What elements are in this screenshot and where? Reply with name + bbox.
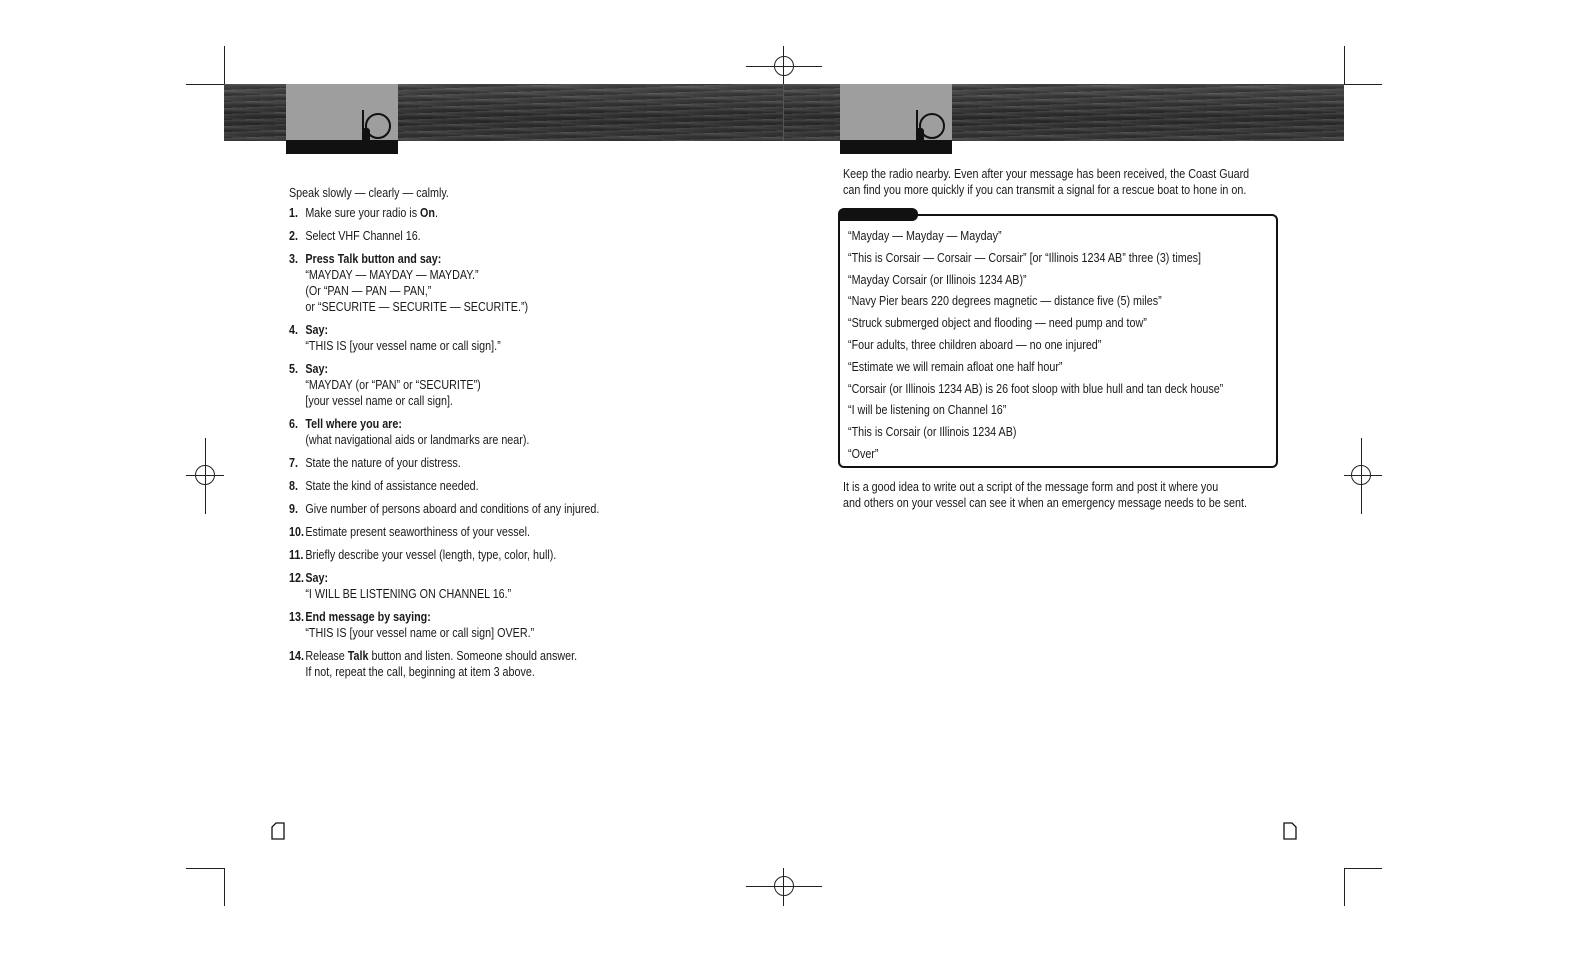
list-item: 9. Give number of persons aboard and conditions of any injured. (289, 502, 600, 516)
list-item: 12. Say: “I WILL BE LISTENING ON CHANNEL 16.” (289, 571, 512, 601)
list-item: 6. Tell where you are: (what navigational aids or landmarks are near). (289, 417, 530, 447)
script-line: “Estimate we will remain afloat one half hour” (848, 359, 1063, 374)
list-item: 8. State the kind of assistance needed. (289, 479, 479, 493)
list-item: 7. State the nature of your distress. (289, 456, 461, 470)
distress-steps-list (289, 205, 599, 687)
left-intro: Speak slowly — clearly — calmly. (289, 186, 449, 200)
right-outro: It is a good idea to write out a script of the message form and post it where you and others on your vessel can see it when an emergency message needs to be sent. (843, 480, 1247, 510)
list-item: 14. Release Talk button and listen. Someone should answer. If not, repeat the call, beginning at item 3 above. (289, 649, 578, 679)
script-line: “Corsair (or Illinois 1234 AB) is 26 foot sloop with blue hull and tan deck house” (848, 381, 1224, 396)
script-lines (848, 228, 1223, 468)
script-line: “Four adults, three children aboard — no one injured” (848, 337, 1102, 352)
list-item: 2. Select VHF Channel 16. (289, 229, 421, 243)
right-intro: Keep the radio nearby. Even after your message has been received, the Coast Guard can find you more quickly if you can transmit a signal for a rescue boat to hone in on. (843, 167, 1250, 197)
script-line: “Struck submerged object and flooding — need pump and tow” (848, 316, 1147, 331)
script-box-tab (838, 208, 918, 221)
script-line: “Navy Pier bears 220 degrees magnetic — distance five (5) miles” (848, 294, 1162, 309)
page-corner-icon (271, 822, 285, 840)
script-line: “Mayday — Mayday — Mayday” (848, 229, 1002, 243)
script-line: “Mayday Corsair (or Illinois 1234 AB)” (848, 272, 1027, 287)
radio-icon (912, 110, 946, 146)
list-item: 13. End message by saying: “THIS IS [your vessel name or call sign] OVER.” (289, 610, 535, 640)
list-item: 1. Make sure your radio is On. (289, 206, 438, 220)
script-line: “This is Corsair — Corsair — Corsair” [or “Illinois 1234 AB” three (3) times] (848, 250, 1202, 265)
list-item: 10. Estimate present seaworthiness of your vessel. (289, 525, 531, 539)
radio-icon (358, 110, 392, 146)
script-line: “I will be listening on Channel 16” (848, 403, 1007, 418)
script-line: “Over” (848, 446, 879, 461)
list-item: 11. Briefly describe your vessel (length, type, color, hull). (289, 548, 557, 562)
list-item: 4. Say: “THIS IS [your vessel name or call sign].” (289, 323, 501, 353)
page-corner-icon (1283, 822, 1297, 840)
script-line: “This is Corsair (or Illinois 1234 AB) (848, 425, 1017, 440)
list-item: 3. Press Talk button and say: “MAYDAY — MAYDAY — MAYDAY.” (Or “PAN — PAN — PAN,” or “SECURITE — SECURITE — SECURITE.”) (289, 252, 529, 314)
list-item: 5. Say: “MAYDAY (or “PAN” or “SECURITE”) [your vessel name or call sign]. (289, 362, 481, 408)
